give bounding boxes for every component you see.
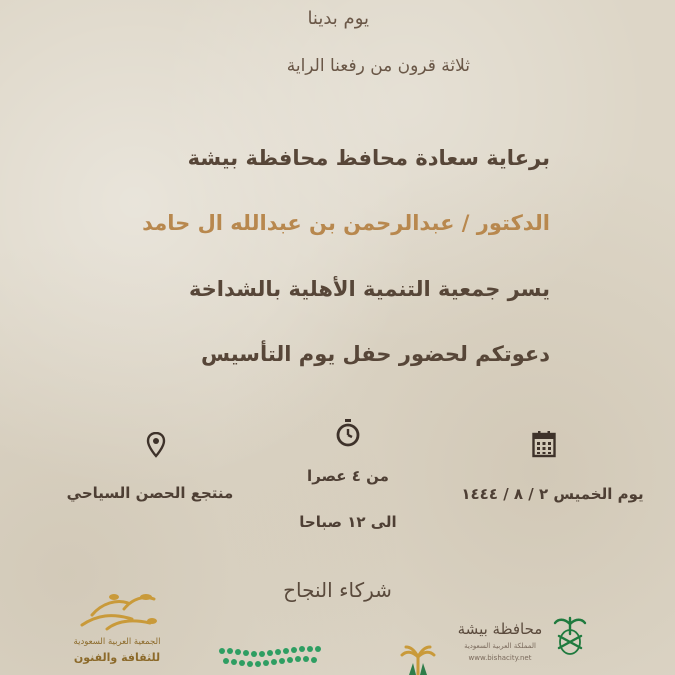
patronage-line: برعاية سعادة محافظ محافظة بيشة bbox=[187, 146, 550, 170]
location-pin-icon bbox=[146, 432, 166, 458]
governorate-url: www.bishacity.net bbox=[468, 654, 532, 662]
invitation-line: دعوتكم لحضور حفل يوم التأسيس bbox=[201, 342, 550, 366]
bisha-governorate-logo bbox=[455, 612, 590, 675]
governorate-name: محافظة بيشة bbox=[457, 620, 543, 638]
doctor-name-line: الدكتور / عبدالرحمن بن عبدالله ال حامد bbox=[142, 211, 550, 235]
arts-society-name-line1: الجمعية العربية السعودية bbox=[73, 637, 161, 647]
calendar-icon bbox=[532, 430, 556, 458]
time-from-text: من ٤ عصرا bbox=[307, 467, 389, 485]
green-dots-logo bbox=[216, 639, 328, 675]
header-line-2: ثلاثة قرون من رفعنا الراية bbox=[286, 56, 470, 76]
date-text: يوم الخميس ٢ / ٨ / ١٤٤٤ bbox=[461, 485, 644, 503]
location-text: منتجع الحصن السياحي bbox=[66, 484, 234, 502]
stopwatch-icon bbox=[335, 418, 361, 448]
arts-society-emblem bbox=[62, 585, 172, 640]
time-to-text: الى ١٢ صباحا bbox=[299, 513, 397, 531]
palm-emblem-logo bbox=[400, 645, 436, 675]
arts-society-name-line2: للثقافة والفنون bbox=[73, 651, 161, 664]
arts-society-logo bbox=[62, 585, 172, 675]
partners-title: شركاء النجاح bbox=[283, 578, 392, 602]
host-line: يسر جمعية التنمية الأهلية بالشداخة bbox=[188, 277, 550, 301]
governorate-subtitle: المملكة العربية السعودية bbox=[464, 642, 536, 650]
saudi-emblem-icon bbox=[551, 614, 589, 658]
header-line-1: يوم بدينا bbox=[307, 8, 369, 29]
